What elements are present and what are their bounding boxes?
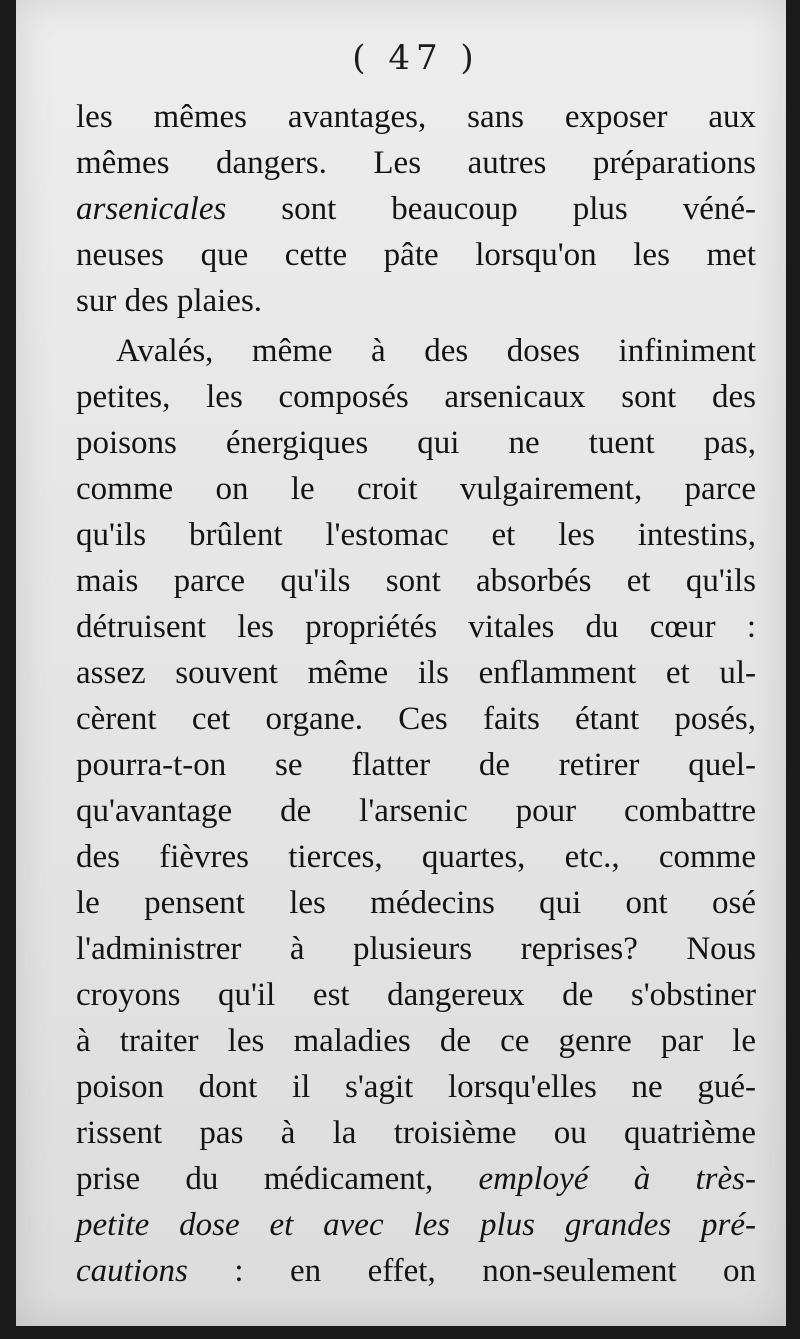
text-line: qu'ils brûlent l'estomac et les intestins, <box>76 517 756 553</box>
text-fragment: sont beaucoup plus véné- <box>226 191 756 227</box>
text-line: qu'avantage de l'arsenic pour combattre <box>76 793 756 829</box>
text-line: cèrent cet organe. Ces faits étant posés, <box>76 701 756 737</box>
italic-text: cautions <box>76 1253 188 1289</box>
text-fragment: : en effet, non-seulement on <box>187 1253 756 1289</box>
text-line: poison dont il s'agit lorsqu'elles ne gué- <box>76 1069 756 1105</box>
text-line: rissent pas à la troisième ou quatrième <box>76 1115 756 1151</box>
italic-text: arsenicales <box>76 191 227 227</box>
text-line: Avalés, même à des doses infiniment <box>116 333 756 369</box>
italic-text: petite dose et avec les plus grandes pré- <box>76 1207 756 1243</box>
text-fragment: prise du médicament, <box>76 1161 479 1197</box>
book-page <box>16 0 786 1326</box>
text-line: comme on le croit vulgairement, parce <box>76 471 756 507</box>
text-line: pourra-t-on se flatter de retirer quel- <box>76 747 756 783</box>
text-line: poisons énergiques qui ne tuent pas, <box>76 425 756 461</box>
text-line: sur des plaies. <box>76 283 263 319</box>
text-line: détruisent les propriétés vitales du cœur : <box>76 609 756 645</box>
paragraph-1 <box>76 94 756 324</box>
page-number: ( 47 ) <box>352 38 480 78</box>
paragraph-2 <box>76 328 756 1294</box>
text-line: à traiter les maladies de ce genre par le <box>76 1023 756 1059</box>
body-text <box>76 94 756 1294</box>
text-line: des fièvres tierces, quartes, etc., comme <box>76 839 756 875</box>
text-line: mais parce qu'ils sont absorbés et qu'ils <box>76 563 756 599</box>
text-line: croyons qu'il est dangereux de s'obstiner <box>76 977 756 1013</box>
italic-text: employé à très- <box>478 1161 756 1197</box>
text-line <box>76 186 756 232</box>
text-line: l'administrer à plusieurs reprises? Nous <box>76 931 756 967</box>
text-line <box>76 1248 756 1294</box>
text-line: assez souvent même ils enflamment et ul- <box>76 655 756 691</box>
text-line <box>76 1156 756 1202</box>
text-line: petites, les composés arsenicaux sont des <box>76 379 756 415</box>
text-line: mêmes dangers. Les autres préparations <box>76 145 756 181</box>
text-line: neuses que cette pâte lorsqu'on les met <box>76 237 756 273</box>
text-line: les mêmes avantages, sans exposer aux <box>76 99 756 135</box>
text-line <box>76 1202 756 1248</box>
text-line: le pensent les médecins qui ont osé <box>76 885 756 921</box>
